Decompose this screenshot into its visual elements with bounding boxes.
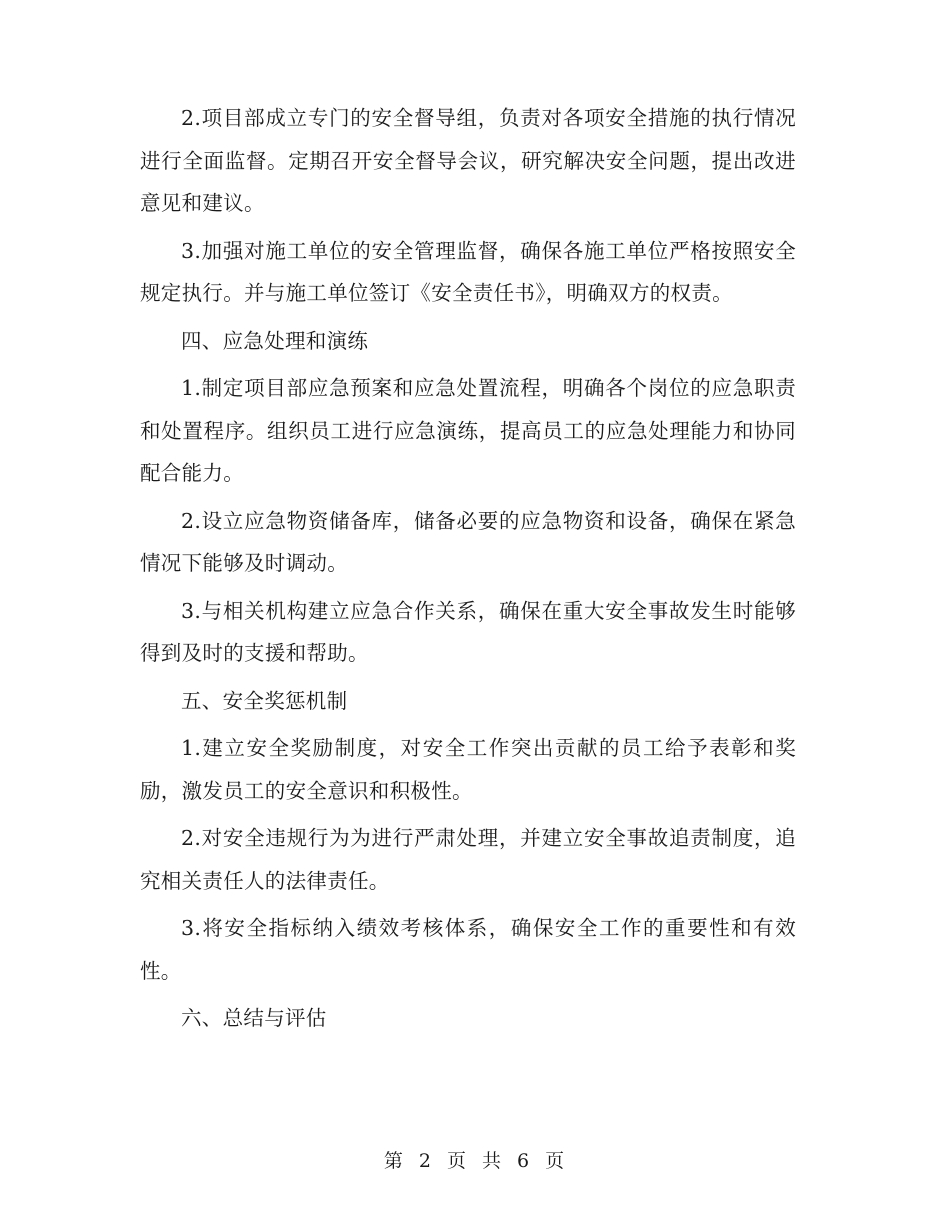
paragraph-emergency-supplies: 2.设立应急物资储备库，储备必要的应急物资和设备，确保在紧急情况下能够及时调动。	[140, 508, 796, 575]
paragraph-contractor-supervision: 3.加强对施工单位的安全管理监督，确保各施工单位严格按照安全规定执行。并与施工单位签订《安全责任书》，明确双方的权责。	[140, 238, 796, 305]
section-heading-emergency: 四、应急处理和演练	[181, 328, 369, 353]
paragraph-violation-handling: 2.对安全违规行为为进行严肃处理，并建立安全事故追责制度，追究相关责任人的法律责任。	[140, 826, 796, 893]
section-heading-rewards: 五、安全奖惩机制	[181, 688, 348, 713]
document-body	[140, 97, 796, 1045]
paragraph-emergency-plan: 1.制定项目部应急预案和应急处置流程，明确各个岗位的应急职责和处置程序。组织员工进行应急演练，提高员工的应急处理能力和协同配合能力。	[140, 376, 796, 485]
section-heading-summary: 六、总结与评估	[181, 1006, 327, 1030]
paragraph-performance-assessment: 3.将安全指标纳入绩效考核体系，确保安全工作的重要性和有效性。	[140, 916, 796, 983]
paragraph-reward-system: 1.建立安全奖励制度，对安全工作突出贡献的员工给予表彰和奖励，激发员工的安全意识和积极性。	[140, 736, 796, 803]
page-number-footer: 第 2 页 共 6 页	[383, 1150, 567, 1172]
paragraph-supervision-group: 2.项目部成立专门的安全督导组，负责对各项安全措施的执行情况进行全面监督。定期召开安全督导会议，研究解决安全问题，提出改进意见和建议。	[140, 106, 796, 215]
paragraph-emergency-cooperation: 3.与相关机构建立应急合作关系，确保在重大安全事故发生时能够得到及时的支援和帮助。	[140, 598, 796, 665]
